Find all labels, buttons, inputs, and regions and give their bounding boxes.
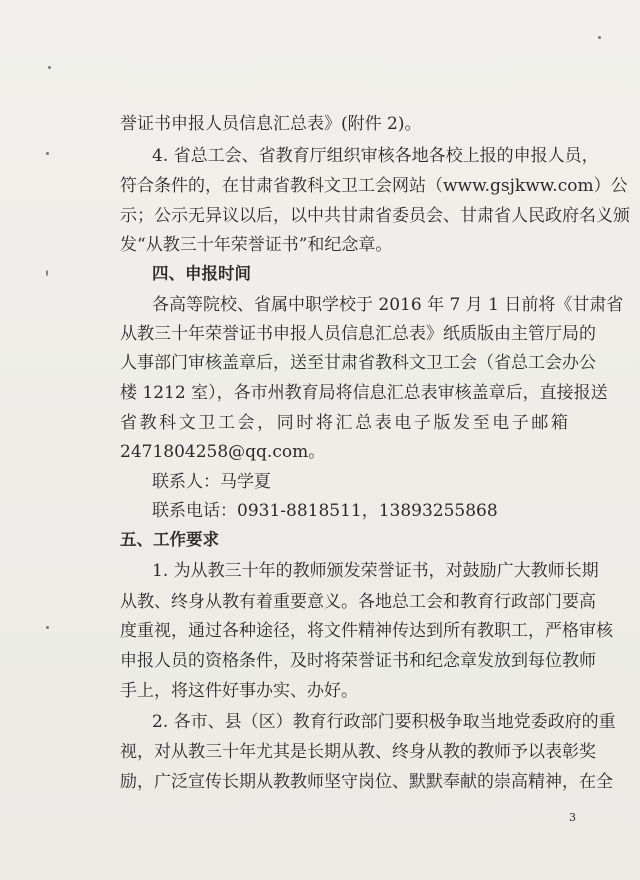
body-line: 4. 省总工会、省教育厅组织审核各地各校上报的申报人员， (152, 146, 599, 166)
body-line: 度重视，通过各种途径，将文件精神传达到所有教职工，严格审核 (120, 621, 613, 641)
contact-person: 联系人：马学夏 (152, 472, 271, 492)
scan-speck (598, 36, 601, 39)
body-line: 申报人员的资格条件，及时将荣誉证书和纪念章发放到每位教师 (120, 651, 596, 671)
body-line: 各高等院校、省属中职学校于 2016 年 7 月 1 日前将《甘肃省 (152, 295, 624, 315)
page-number: 3 (569, 811, 576, 824)
section-heading: 四、申报时间 (152, 264, 251, 283)
body-line: 示；公示无异议以后，以中共甘肃省委员会、甘肃省人民政府名义颁 (120, 206, 630, 226)
scan-speck (48, 66, 51, 69)
body-line: 从教、终身从教有着重要意义。各地总工会和教育行政部门要高 (120, 592, 596, 612)
email-line: 2471804258@qq.com。 (120, 442, 326, 462)
body-line: 1. 为从教三十年的教师颁发荣誉证书，对鼓励广大教师长期 (152, 561, 599, 581)
body-line: 省教科文卫工会，同时将汇总表电子版发至电子邮箱 (120, 413, 568, 433)
section-heading: 五、工作要求 (120, 530, 219, 549)
body-line: 符合条件的，在甘肃省教科文卫工会网站（www.gsjkww.com）公 (120, 176, 628, 196)
body-line: 从教三十年荣誉证书申报人员信息汇总表》纸质版由主管厅局的 (120, 324, 596, 344)
body-line: 人事部门审核盖章后，送至甘肃省教科文卫工会（省总工会办公 (120, 353, 596, 373)
body-line: 励，广泛宣传长期从教教师坚守岗位、默默奉献的崇高精神，在全 (120, 772, 613, 792)
body-line: 视，对从教三十年尤其是长期从教、终身从教的教师予以表彰奖 (120, 742, 596, 762)
body-line: 誉证书申报人员信息汇总表》(附件 2)。 (120, 114, 422, 134)
body-line: 发“从教三十年荣誉证书”和纪念章。 (120, 235, 393, 255)
body-line: 2. 各市、县（区）教育行政部门要积极争取当地党委政府的重 (152, 712, 616, 732)
contact-phone: 联系电话：0931-8818511，13893255868 (152, 501, 498, 521)
body-line: 手上，将这件好事办实、办好。 (120, 681, 358, 701)
body-line: 楼 1212 室），各市州教育局将信息汇总表审核盖章后，直接报送 (120, 383, 608, 403)
